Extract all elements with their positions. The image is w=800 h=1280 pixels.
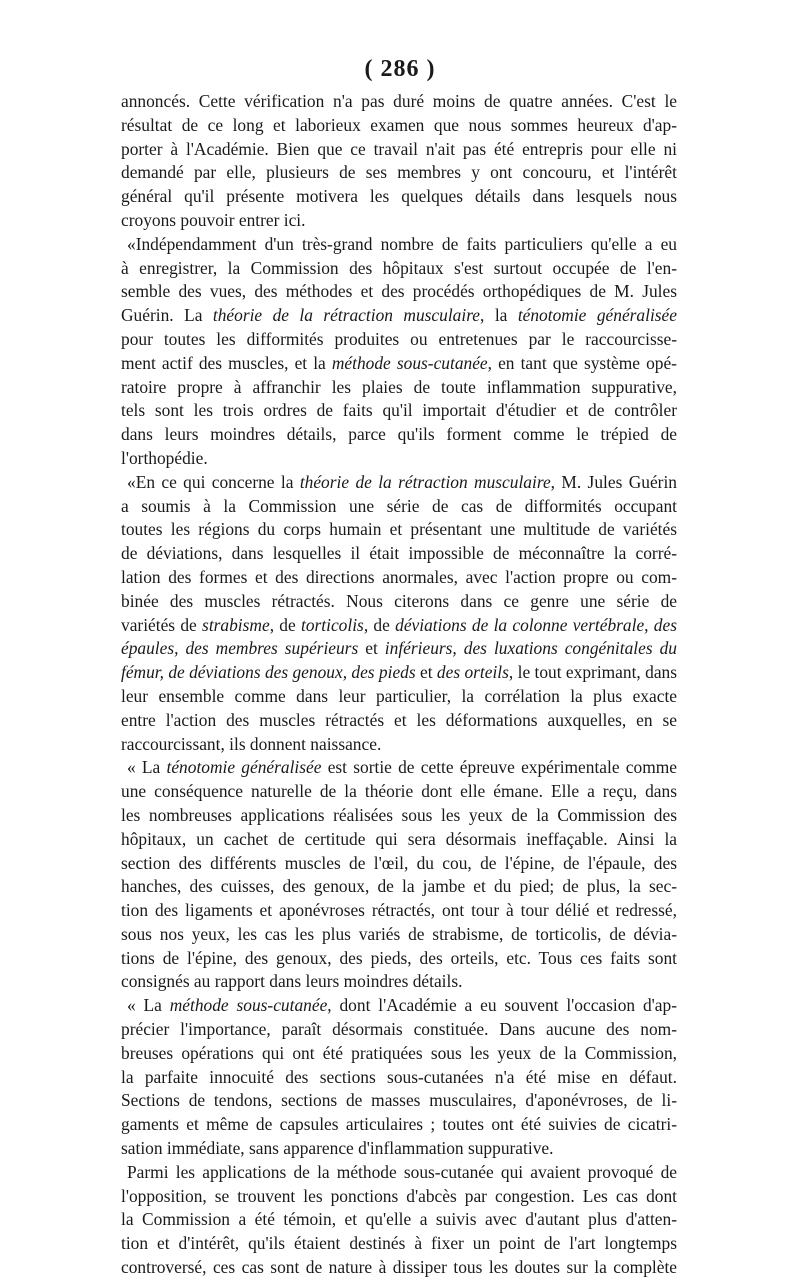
text-segment: , M. Jules Guérin bbox=[550, 471, 677, 492]
text-line bbox=[121, 1089, 677, 1113]
text-segment: , de bbox=[363, 614, 396, 635]
text-line bbox=[121, 590, 677, 614]
text-segment: précier l'importance, paraît désormais constituée. Dans aucune des nom- bbox=[121, 1019, 677, 1040]
text-segment: , le tout exprimant, dans bbox=[508, 662, 677, 683]
text-line bbox=[121, 899, 677, 923]
text-segment: «En ce qui concerne la bbox=[127, 471, 300, 492]
text-segment: et bbox=[358, 638, 385, 659]
italic-text-segment: méthode sous-cutanée bbox=[169, 995, 328, 1016]
text-line bbox=[121, 733, 677, 757]
text-line bbox=[121, 138, 677, 162]
text-line bbox=[121, 518, 677, 542]
text-line bbox=[121, 1018, 677, 1042]
text-line bbox=[121, 1161, 677, 1185]
text-segment: la parfaite innocuité des sections sous-cutanées n'a été mise en défaut. bbox=[121, 1066, 677, 1087]
text-segment: lation des formes et des directions anormales, avec l'action propre ou com- bbox=[121, 566, 677, 587]
text-segment: Guérin. La bbox=[121, 305, 213, 326]
text-segment: général qu'il présente motivera les quelques détails dans lesquels nous bbox=[121, 186, 677, 207]
text-segment: raccourcissant, ils donnent naissance. bbox=[121, 733, 382, 754]
text-line bbox=[121, 875, 677, 899]
text-line bbox=[121, 1066, 677, 1090]
text-segment: pour toutes les difformités produites ou entretenues par le raccourcisse- bbox=[121, 328, 677, 349]
text-segment: «Indépendamment d'un très-grand nombre de faits particuliers qu'elle a eu bbox=[127, 233, 677, 254]
text-segment: l'orthopédie. bbox=[121, 447, 208, 468]
text-line bbox=[121, 328, 677, 352]
text-segment: toutes les régions du corps humain et présentant une multitude de variétés bbox=[121, 519, 677, 540]
text-segment: a soumis à la Commission une série de cas de difformités occupant bbox=[121, 495, 677, 516]
text-segment: résultat de ce long et laborieux examen que nous sommes heureux d'ap- bbox=[121, 114, 677, 135]
text-segment: tions de l'épine, des genoux, des pieds, des orteils, etc. Tous ces faits sont bbox=[121, 947, 677, 968]
text-segment: variétés de bbox=[121, 614, 203, 635]
text-line bbox=[121, 233, 677, 257]
text-segment: , dont l'Académie a eu souvent l'occasion d'ap- bbox=[327, 995, 677, 1016]
italic-text-segment: inférieurs, des luxations congénitales du bbox=[384, 638, 677, 659]
text-line bbox=[121, 828, 677, 852]
text-line bbox=[121, 399, 677, 423]
italic-text-segment: ténotomie généralisée bbox=[166, 757, 322, 778]
text-segment: semble des vues, des méthodes et des procédés orthopédiques de M. Jules bbox=[121, 281, 677, 302]
text-line bbox=[121, 852, 677, 876]
text-segment: sous nos yeux, les cas les plus variés de strabisme, de torticolis, de dévia- bbox=[121, 923, 677, 944]
text-segment: dans leurs moindres détails, parce qu'ils forment comme le trépied de bbox=[121, 424, 677, 445]
text-line bbox=[121, 1256, 677, 1280]
text-line bbox=[121, 566, 677, 590]
text-segment: une conséquence naturelle de la théorie dont elle émane. Elle a reçu, dans bbox=[121, 781, 677, 802]
text-segment: binée des muscles rétractés. Nous citerons dans ce genre une série de bbox=[121, 590, 677, 611]
text-segment: « La bbox=[127, 757, 167, 778]
italic-text-segment: fémur, de déviations des genoux, des pieds bbox=[121, 662, 416, 683]
text-line bbox=[121, 661, 677, 685]
text-line bbox=[121, 423, 677, 447]
text-segment: breuses opérations qui ont été pratiquées sous les yeux de la Commission, bbox=[121, 1042, 677, 1063]
italic-text-segment: strabisme bbox=[202, 614, 270, 635]
text-line bbox=[121, 161, 677, 185]
text-segment: hanches, des cuisses, des genoux, de la jambe et du pied; de plus, la sec- bbox=[121, 876, 677, 897]
text-line bbox=[121, 1137, 677, 1161]
text-segment: demandé par elle, plusieurs de ses membres y ont concouru, et l'intérêt bbox=[121, 162, 677, 183]
text-segment: Sections de tendons, sections de masses musculaires, d'aponévroses, de li- bbox=[121, 1090, 677, 1111]
text-line bbox=[121, 780, 677, 804]
text-segment: entre l'action des muscles rétractés et les déformations auxquelles, en se bbox=[121, 709, 677, 730]
text-segment: de déviations, dans lesquelles il était impossible de méconnaître la corré- bbox=[121, 543, 677, 564]
text-line bbox=[121, 209, 677, 233]
italic-text-segment: théorie de la rétraction musculaire bbox=[212, 305, 481, 326]
text-segment: tion et d'intérêt, qu'ils étaient destinés à fixer un point de l'art longtemps bbox=[121, 1233, 677, 1254]
text-line bbox=[121, 90, 677, 114]
text-line bbox=[121, 352, 677, 376]
text-segment: l'opposition, se trouvent les ponctions d'abcès par congestion. Les cas dont bbox=[121, 1185, 677, 1206]
text-segment: « La bbox=[127, 995, 170, 1016]
text-line bbox=[121, 923, 677, 947]
text-line bbox=[121, 114, 677, 138]
page-number: ( 286 ) bbox=[364, 56, 436, 82]
text-line bbox=[121, 1185, 677, 1209]
text-segment: controversé, ces cas sont de nature à dissiper tous les doutes sur la complète bbox=[121, 1257, 677, 1278]
italic-text-segment: théorie de la rétraction musculaire bbox=[299, 471, 551, 492]
text-segment: ratoire propre à affranchir les plaies de toute inflammation suppurative, bbox=[121, 376, 677, 397]
body-text bbox=[121, 90, 677, 1280]
text-line bbox=[121, 970, 677, 994]
italic-text-segment: des orteils bbox=[436, 662, 509, 683]
text-line bbox=[121, 614, 677, 638]
text-segment: , en tant que système opé- bbox=[487, 352, 677, 373]
text-segment: et bbox=[415, 662, 437, 683]
text-segment: consignés au rapport dans leurs moindres détails. bbox=[121, 971, 463, 992]
text-segment: tion des ligaments et aponévroses rétractés, ont tour à tour délié et redressé, bbox=[121, 900, 677, 921]
text-segment: tels sont les trois ordres de faits qu'il importait d'étudier et de contrôler bbox=[121, 400, 677, 421]
text-segment: est sortie de cette épreuve expérimentale comme bbox=[321, 757, 677, 778]
text-segment: la Commission a été témoin, et qu'elle a suivis avec d'autant plus d'atten- bbox=[121, 1209, 677, 1230]
text-line bbox=[121, 804, 677, 828]
text-segment: hôpitaux, un cachet de certitude qui sera désormais ineffaçable. Ainsi la bbox=[121, 828, 677, 849]
text-line bbox=[121, 994, 677, 1018]
text-line bbox=[121, 637, 677, 661]
text-line bbox=[121, 542, 677, 566]
text-line bbox=[121, 1232, 677, 1256]
italic-text-segment: déviations de la colonne vertébrale, des bbox=[395, 614, 677, 635]
text-segment: sation immédiate, sans apparence d'inflammation suppurative. bbox=[121, 1138, 554, 1159]
text-line bbox=[121, 471, 677, 495]
text-segment: section des différents muscles de l'œil, du cou, de l'épine, de l'épaule, des bbox=[121, 852, 677, 873]
text-line bbox=[121, 280, 677, 304]
text-line bbox=[121, 185, 677, 209]
text-segment: croyons pouvoir entrer ici. bbox=[121, 209, 306, 230]
text-segment: les nombreuses applications réalisées sous les yeux de la Commission des bbox=[121, 804, 677, 825]
italic-text-segment: méthode sous-cutanée bbox=[331, 352, 488, 373]
text-line bbox=[121, 947, 677, 971]
text-line bbox=[121, 257, 677, 281]
text-segment: annoncés. Cette vérification n'a pas duré moins de quatre années. C'est le bbox=[121, 91, 677, 111]
text-segment: , la bbox=[480, 305, 518, 326]
text-line bbox=[121, 1113, 677, 1137]
text-segment: porter à l'Académie. Bien que ce travail n'ait pas été entrepris pour elle ni bbox=[121, 138, 677, 159]
text-line bbox=[121, 447, 677, 471]
italic-text-segment: épaules, des membres supérieurs bbox=[121, 638, 359, 659]
text-segment: , de bbox=[269, 614, 301, 635]
text-line bbox=[121, 304, 677, 328]
text-line bbox=[121, 1042, 677, 1066]
text-segment: ment actif des muscles, et la bbox=[121, 352, 332, 373]
italic-text-segment: ténotomie généralisée bbox=[517, 305, 677, 326]
text-segment: leur ensemble comme dans leur particulier, la corrélation la plus exacte bbox=[121, 685, 677, 706]
text-line bbox=[121, 756, 677, 780]
text-segment: à enregistrer, la Commission des hôpitaux s'est surtout occupée de l'en- bbox=[121, 257, 677, 278]
text-segment: gaments et même de capsules articulaires ; toutes ont été suivies de cicatri- bbox=[121, 1114, 677, 1135]
text-line bbox=[121, 495, 677, 519]
text-line bbox=[121, 376, 677, 400]
text-line bbox=[121, 1208, 677, 1232]
text-segment: Parmi les applications de la méthode sous-cutanée qui avaient provoqué de bbox=[127, 1161, 677, 1182]
text-line bbox=[121, 709, 677, 733]
italic-text-segment: torticolis bbox=[301, 614, 364, 635]
text-line bbox=[121, 685, 677, 709]
